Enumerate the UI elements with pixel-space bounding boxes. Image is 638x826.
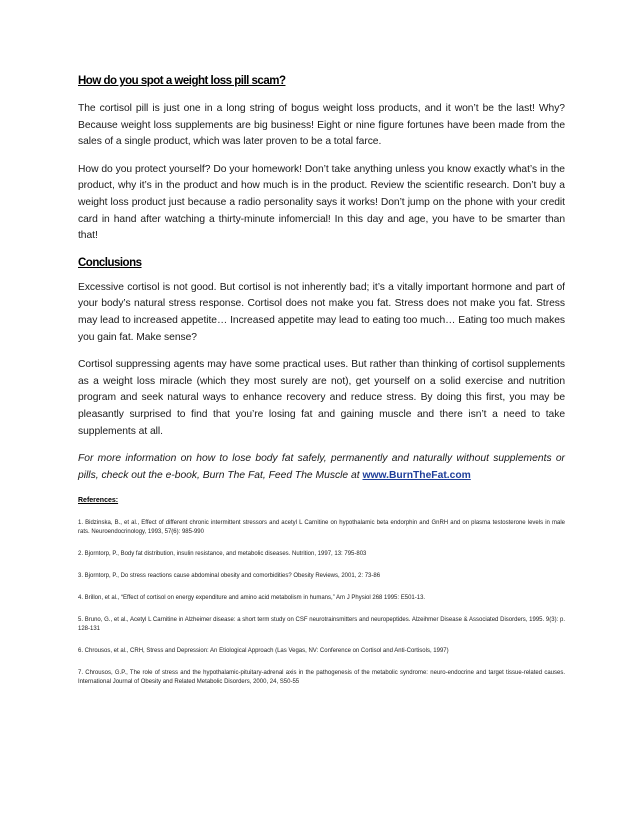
paragraph: Excessive cortisol is not good. But cortisol is not inherently bad; it’s a vitally important hormone and part of your body’s natural stress response. Cortisol does not make you fat. Stress does not make you fat. Stress may lead to increased appetite… Increased appetite may lead to eating too much… Eating too much makes you gain fat. Make sense? bbox=[78, 281, 565, 343]
reference-item: 2. Bjorntorp, P., Body fat distribution, insulin resistance, and metabolic diseases. Nutrition, 1997, 13: 795-803 bbox=[78, 550, 367, 557]
reference-item: 7. Chrousos, G.P., The role of stress and the hypothalamic-pituitary-adrenal axis in the pathogenesis of the metabolic syndrome: neuro-endocrine and target tissue-related causes. International Journal of Obesity and Related Metabolic Disorders, 2000, 24, S50-55 bbox=[78, 669, 565, 685]
more-info-paragraph bbox=[78, 451, 565, 484]
burnthefat-link[interactable]: www.BurnTheFat.com bbox=[362, 469, 471, 481]
reference-item: 3. Bjorntorp, P., Do stress reactions cause abdominal obesity and comorbidities? Obesity Reviews, 2001, 2: 73-86 bbox=[78, 572, 381, 579]
reference-item: 5. Bruno, G., et al., Acetyl L Carnitine in Alzheimer disease: a short term study on CSF neurotrainsmitters and neuropeptides. Alzeihmer Disease & Associated Disorders, 1995. 9(3): p. 128-131 bbox=[78, 616, 565, 632]
reference-item: 4. Brillon, et al., “Effect of cortisol on energy expenditure and amino acid metabolism in humans,” Am J Physiol 268 1995: E501-13. bbox=[78, 594, 426, 601]
section-heading-scam: How do you spot a weight loss pill scam? bbox=[78, 75, 286, 87]
paragraph: The cortisol pill is just one in a long string of bogus weight loss products, and it won’t be the last! Why? Because weight loss supplements are big business! Eight or nine figure fortunes have been made from the sales of a single product, which was later proven to be a total farce. bbox=[78, 103, 565, 148]
more-info-text: For more information on how to lose body fat safely, permanently and naturally without supplements or pills, check out the e-book, Burn The Fat, Feed The Muscle at bbox=[78, 453, 565, 481]
paragraph: Cortisol suppressing agents may have some practical uses. But rather than thinking of cortisol supplements as a weight loss miracle (which they most surely are not), get yourself on a solid exercise and nutrition program and seek natural ways to enhance recovery and reduce stress. By doing this first, you may be pleasantly surprised to find that you’re losing fat and gaining muscle and there isn’t a need to take supplements at all. bbox=[78, 359, 565, 437]
references-title: References: bbox=[78, 496, 119, 504]
document-page bbox=[78, 74, 565, 700]
reference-item: 1. Bidzinska, B., et al., Effect of different chronic intermittent stressors and acetyl L Carnitine on hypothalamic beta endorphin and GnRH and on plasma testosterone levels in male rats. Neuroendocrinology, 1993, 57(6): 985-990 bbox=[78, 519, 565, 535]
paragraph: How do you protect yourself? Do your homework! Don’t take anything unless you know exactly what’s in the product, why it’s in the product and how much is in the product. Review the scientific research. Don’t buy a weight loss product just because a radio personality says it works! Don’t jump on the phone with your credit card in hand after watching a thirty-minute infomercial! In this day and age, you have to be smarter than that! bbox=[78, 163, 565, 242]
section-heading-conclusions: Conclusions bbox=[78, 256, 142, 269]
reference-item: 6. Chrousos, et al., CRH, Stress and Depression: An Etiological Approach (Las Vegas, NV: Conference on Cortisol and Anti-Cortisols, 1997) bbox=[78, 647, 449, 654]
